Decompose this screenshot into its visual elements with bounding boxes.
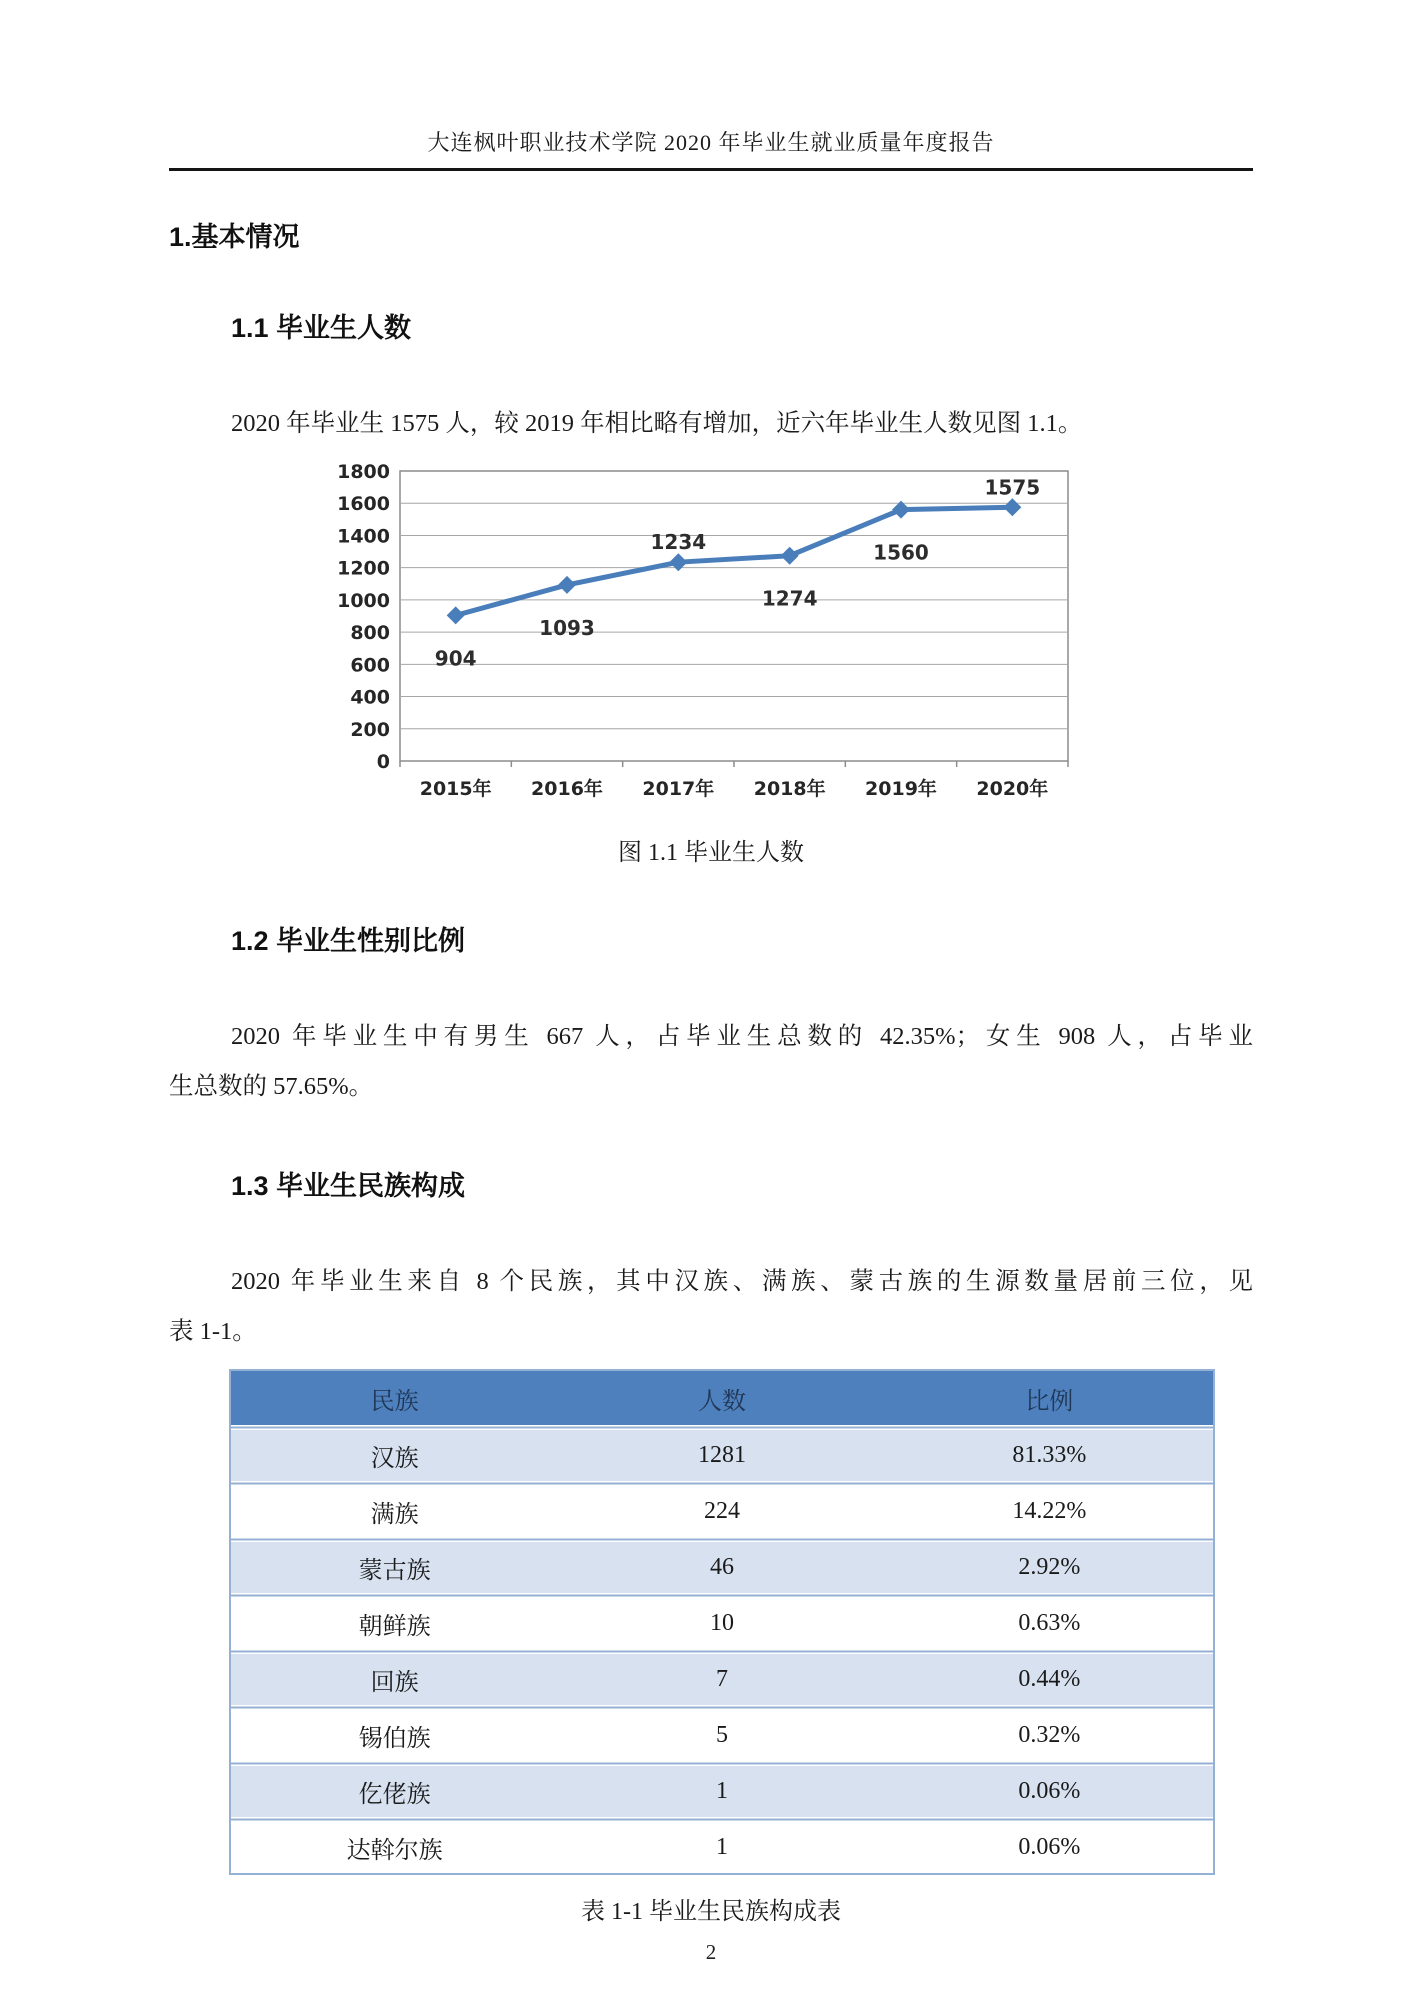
table-cell: 46 — [709, 1554, 734, 1580]
table-cell: 民族 — [370, 1388, 419, 1415]
y-axis-tick-label: 400 — [350, 686, 390, 709]
y-axis-tick-label: 1200 — [337, 557, 390, 580]
paragraph-line: 2020 年毕业生来自 8 个民族，其中汉族、满族、蒙古族的生源数量居前三位，见 — [231, 1268, 1253, 1295]
x-axis-label: 2017年 — [642, 778, 715, 800]
paragraph-1-2 — [169, 1012, 1253, 1112]
table-cell: 2.92% — [1018, 1554, 1081, 1580]
table-cell: 5 — [715, 1722, 728, 1748]
table-cell: 14.22% — [1012, 1498, 1087, 1524]
y-axis-tick-label: 1800 — [337, 463, 390, 483]
y-axis-tick-label: 1400 — [337, 525, 390, 548]
y-axis-tick-label: 800 — [350, 622, 390, 645]
header-divider — [169, 168, 1253, 171]
y-axis-tick-label: 200 — [350, 718, 390, 741]
ethnicity-table — [229, 1369, 1215, 1875]
table-row — [231, 1542, 1213, 1593]
x-axis-label: 2019年 — [865, 778, 937, 800]
table-cell: 朝鲜族 — [358, 1614, 431, 1640]
table-cell: 0.63% — [1018, 1610, 1081, 1636]
x-axis-label: 2016年 — [531, 778, 603, 800]
table-cell: 10 — [709, 1610, 734, 1636]
paragraph-line: 表 1-1。 — [169, 1318, 257, 1345]
table-cell: 达斡尔族 — [346, 1838, 443, 1864]
table-cell: 224 — [703, 1498, 740, 1524]
paragraph-1-3 — [169, 1257, 1253, 1357]
y-axis-tick-label: 0 — [376, 751, 390, 773]
section-heading-1: 1.基本情况 — [169, 222, 300, 252]
table-cell: 0.06% — [1018, 1834, 1081, 1860]
page-number: 2 — [705, 1940, 717, 1964]
table-cell: 1281 — [697, 1442, 746, 1468]
table-cell: 汉族 — [370, 1446, 419, 1472]
table-cell: 0.44% — [1018, 1666, 1081, 1692]
section-heading-1-2: 1.2 毕业生性别比例 — [231, 926, 466, 956]
table-row — [231, 1430, 1213, 1481]
table-cell: 0.32% — [1018, 1722, 1081, 1748]
table-cell: 仡佬族 — [358, 1782, 431, 1808]
data-label: 1234 — [650, 530, 707, 555]
table-cell: 蒙古族 — [358, 1558, 431, 1584]
data-label: 1560 — [873, 540, 929, 565]
paragraph-1-1 — [169, 399, 1253, 449]
table-cell: 7 — [715, 1666, 728, 1692]
table-cell: 81.33% — [1012, 1442, 1087, 1468]
x-axis-label: 2018年 — [753, 778, 826, 800]
table-row — [231, 1822, 1213, 1873]
data-label: 1093 — [539, 615, 595, 640]
y-axis-tick-label: 600 — [350, 654, 390, 677]
figure-line-chart — [326, 463, 1253, 816]
table-row — [231, 1486, 1213, 1537]
table-cell: 1 — [715, 1778, 728, 1804]
table-cell: 人数 — [697, 1388, 746, 1415]
paragraph-line: 2020 年毕业生 1575 人，较 2019 年相比略有增加，近六年毕业生人数见图 1.1。 — [231, 410, 1083, 437]
table-row — [231, 1654, 1213, 1705]
table-caption: 表 1-1 毕业生民族构成表 — [581, 1899, 841, 1925]
x-axis-label: 2015年 — [419, 778, 492, 800]
table-cell: 比例 — [1025, 1388, 1074, 1415]
table-cell: 回族 — [370, 1670, 419, 1696]
data-label: 1575 — [984, 475, 1041, 500]
section-heading-1-1: 1.1 毕业生人数 — [231, 313, 412, 343]
graduates-line-chart — [326, 463, 1076, 811]
y-axis-tick-label: 1000 — [337, 589, 390, 612]
paragraph-line: 生总数的 57.65%。 — [169, 1073, 374, 1100]
table-cell: 0.06% — [1018, 1778, 1081, 1804]
page-header-title: 大连枫叶职业技术学院 2020 年毕业生就业质量年度报告 — [427, 130, 995, 155]
y-axis-tick-label: 1600 — [337, 493, 390, 516]
table-cell: 锡伯族 — [358, 1726, 431, 1752]
figure-caption: 图 1.1 毕业生人数 — [618, 840, 804, 866]
x-axis-label: 2020年 — [976, 778, 1049, 800]
table-cell: 满族 — [370, 1502, 419, 1528]
data-label: 904 — [434, 646, 477, 671]
paragraph-line: 2020 年毕业生中有男生 667 人，占毕业生总数的 42.35%；女生 908 人，占毕业 — [231, 1023, 1253, 1050]
table-row — [231, 1710, 1213, 1761]
table-row — [231, 1766, 1213, 1817]
section-heading-1-3: 1.3 毕业生民族构成 — [231, 1171, 466, 1201]
table-header-row — [231, 1371, 1213, 1425]
plot-area — [400, 471, 1068, 761]
table-cell: 1 — [715, 1834, 728, 1860]
table-row — [231, 1598, 1213, 1649]
data-label: 1274 — [761, 586, 818, 611]
